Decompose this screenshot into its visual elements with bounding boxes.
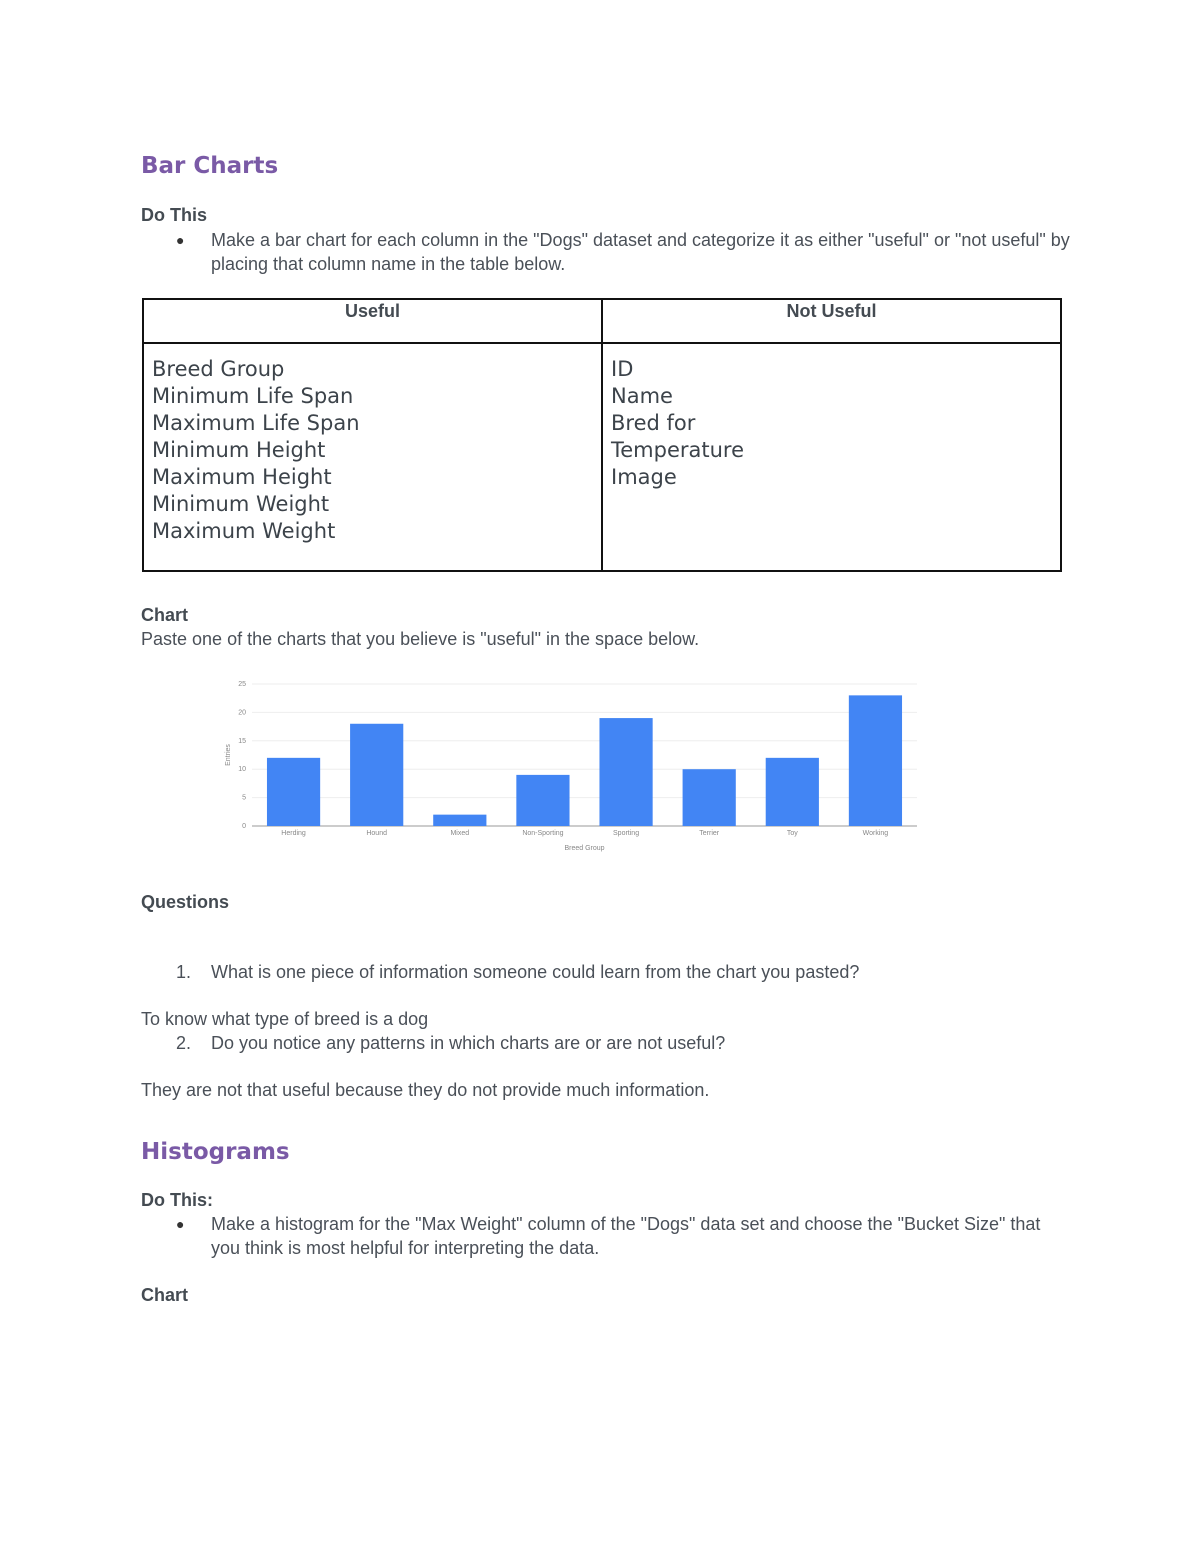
histogram-instruction: Make a histogram for the "Max Weight" column of the "Dogs" data set and choose the "Bucket Size" that you think is most helpful for interpreting the data. [211, 1214, 1041, 1258]
breed-group-chart [222, 678, 922, 858]
x-tick-label: Non-Sporting [522, 830, 564, 837]
bar [516, 775, 569, 826]
histograms-heading: Histograms [141, 1139, 290, 1165]
question-1: What is one piece of information someone could learn from the chart you pasted? [211, 962, 860, 982]
bar-chart-svg [222, 678, 922, 858]
useful-cell [143, 343, 602, 571]
answer-1: To know what type of breed is a dog [141, 1009, 429, 1029]
bar [267, 758, 320, 826]
useful-item: Maximum Life Span [152, 411, 360, 435]
do-this-label: Do This [141, 205, 207, 225]
answer-2: They are not that useful because they do not provide much information. [141, 1080, 710, 1100]
column-classification-table [142, 298, 1062, 572]
x-tick-label: Sporting [613, 830, 640, 837]
questions-label: Questions [141, 892, 230, 912]
bar [683, 769, 736, 826]
question-2-number: 2. [176, 1033, 192, 1053]
y-tick-label: 15 [238, 737, 246, 745]
chart-label: Chart [141, 605, 189, 625]
bullet-icon: ● [176, 1216, 185, 1232]
question-2: Do you notice any patterns in which charts are or are not useful? [211, 1033, 726, 1053]
useful-item: Breed Group [152, 357, 285, 381]
bar [599, 718, 652, 826]
x-tick-label: Herding [281, 830, 306, 837]
y-tick-label: 20 [238, 709, 246, 717]
not-useful-cell [602, 343, 1061, 571]
histogram-do-this-label: Do This: [141, 1190, 213, 1210]
useful-item: Maximum Weight [152, 519, 336, 543]
not-useful-item: Bred for [611, 411, 696, 435]
histogram-chart-label: Chart [141, 1285, 189, 1305]
useful-item: Minimum Height [152, 438, 326, 462]
bar [766, 758, 819, 826]
not-useful-item: ID [611, 357, 634, 381]
y-tick-label: 10 [238, 766, 246, 774]
not-useful-header: Not Useful [602, 299, 1061, 343]
x-axis-label: Breed Group [564, 845, 605, 852]
not-useful-item: Name [611, 384, 673, 408]
bar [350, 724, 403, 826]
x-tick-label: Terrier [699, 830, 720, 837]
useful-item: Maximum Height [152, 465, 332, 489]
chart-instruction: Paste one of the charts that you believe is "useful" in the space below. [141, 629, 700, 649]
not-useful-item: Temperature [611, 438, 745, 462]
bullet-icon: ● [176, 232, 185, 248]
useful-item: Minimum Life Span [152, 384, 354, 408]
y-tick-label: 0 [242, 823, 246, 830]
bar [849, 695, 902, 826]
bar-instruction: Make a bar chart for each column in the "Dogs" dataset and categorize it as either "useful" or "not useful" by placing that column name in the table below. [211, 230, 1070, 274]
x-tick-label: Toy [786, 830, 798, 837]
bar [433, 815, 486, 826]
bar-charts-heading: Bar Charts [141, 153, 279, 179]
not-useful-item: Image [611, 465, 677, 489]
y-tick-label: 5 [242, 794, 246, 802]
x-tick-label: Mixed [450, 830, 470, 837]
useful-item: Minimum Weight [152, 492, 330, 516]
y-axis-label: Entries [225, 744, 232, 766]
x-tick-label: Working [862, 830, 889, 837]
x-tick-label: Hound [366, 830, 388, 837]
useful-header: Useful [143, 299, 602, 343]
question-1-number: 1. [176, 962, 192, 982]
y-tick-label: 25 [238, 681, 246, 688]
